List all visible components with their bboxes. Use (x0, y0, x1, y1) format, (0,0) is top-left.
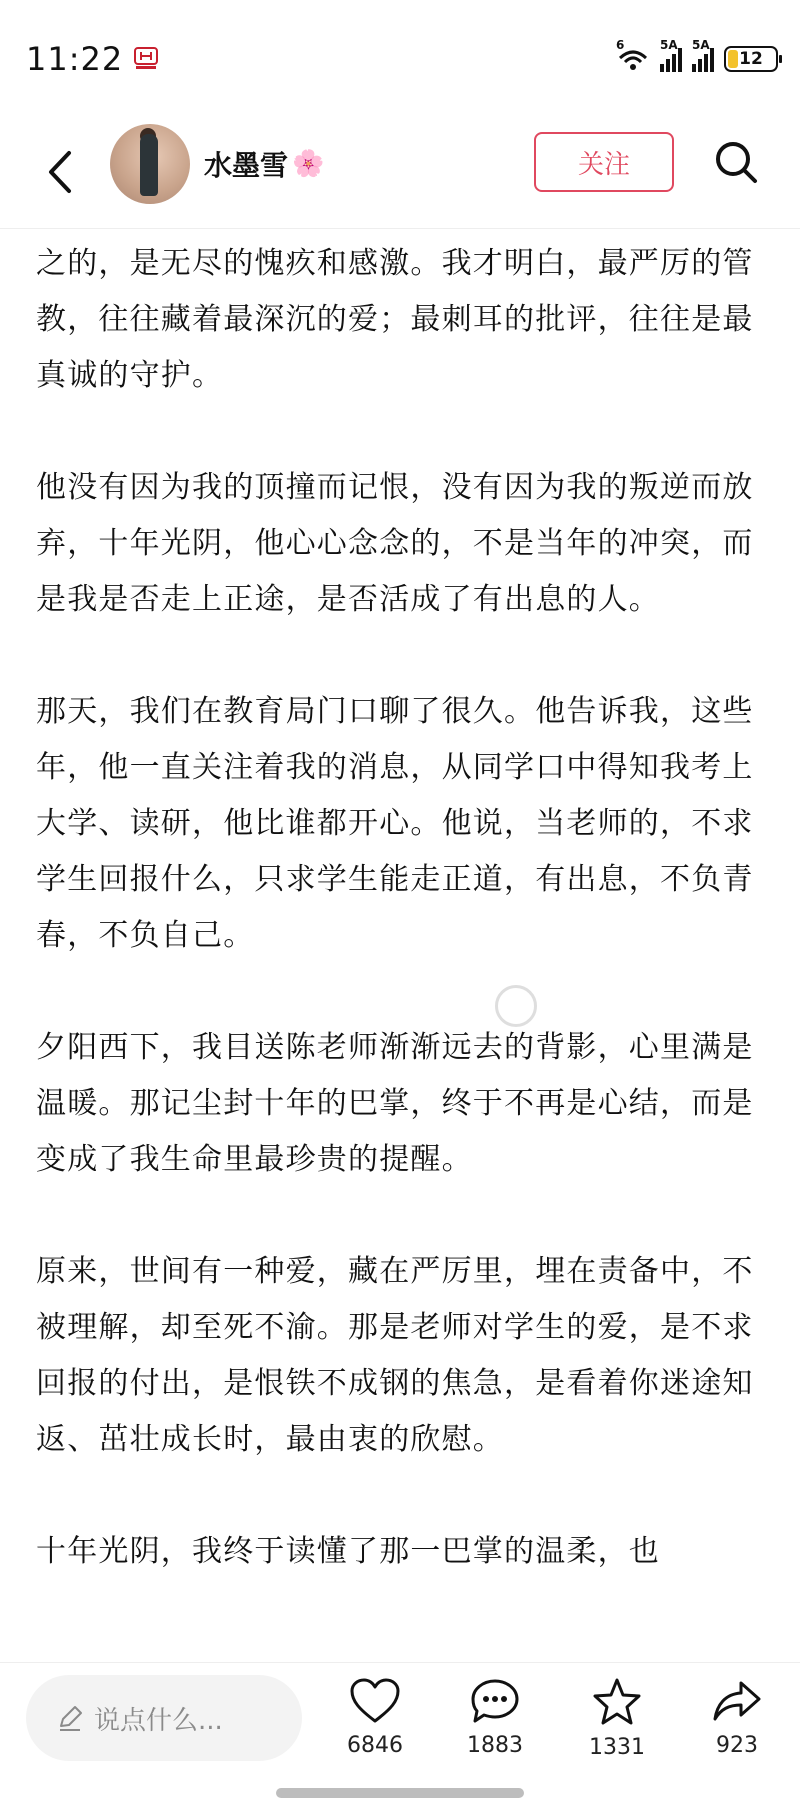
follow-button[interactable]: 关注 (534, 132, 674, 192)
search-icon (713, 139, 759, 185)
favorite-button[interactable] (572, 1677, 662, 1760)
author-name[interactable] (204, 144, 324, 184)
favorite-count: 1331 (589, 1735, 645, 1760)
pencil-icon (56, 1704, 84, 1732)
brand-logo-icon (133, 46, 159, 72)
star-icon (591, 1677, 643, 1727)
share-button[interactable] (692, 1677, 782, 1758)
heart-icon (349, 1677, 401, 1725)
touch-indicator (495, 985, 537, 1027)
article-paragraph: 那天，我们在教育局门口聊了很久。他告诉我，这些年，他一直关注着我的消息，从同学口中得知我考上大学、读研，他比谁都开心。他说，当老师的，不求学生回报什么，只求学生能走正道，有出息，不负青春，不负自己。 (36, 694, 754, 953)
comment-count: 1883 (467, 1733, 523, 1758)
share-icon (711, 1677, 763, 1725)
avatar[interactable] (110, 124, 190, 204)
like-count: 6846 (347, 1733, 403, 1758)
article-body (36, 236, 756, 1660)
comment-icon (469, 1677, 521, 1725)
comment-input[interactable] (26, 1675, 302, 1761)
clock: 11:22 (26, 40, 124, 78)
comment-placeholder: 说点什么... (94, 1705, 223, 1736)
like-button[interactable] (330, 1677, 420, 1758)
post-header (0, 118, 800, 229)
blossom-icon: 🌸 (292, 149, 325, 179)
article-paragraph: 他没有因为我的顶撞而记恨，没有因为我的叛逆而放弃，十年光阴，他心心念念的，不是当年的冲突，而是我是否走上正途，是否活成了有出息的人。 (36, 470, 754, 617)
status-bar (0, 0, 800, 118)
battery-level: 12 (739, 49, 763, 69)
status-left (26, 40, 159, 78)
signal-icon: 5A (692, 46, 714, 72)
article-paragraph: 原来，世间有一种爱，藏在严厉里，埋在责备中，不被理解，却至死不渝。那是老师对学生的爱，是不求回报的付出，是恨铁不成钢的焦急，是看着你迷途知返、茁壮成长时，最由衷的欣慰。 (36, 1254, 754, 1457)
home-indicator[interactable] (276, 1788, 524, 1798)
comment-button[interactable] (450, 1677, 540, 1758)
signal-icon: 5A (660, 46, 682, 72)
wifi-icon: 6 (616, 46, 650, 72)
share-count: 923 (716, 1733, 758, 1758)
article-paragraph: 夕阳西下，我目送陈老师渐渐远去的背影，心里满是温暖。那记尘封十年的巴掌，终于不再是心结，而是变成了我生命里最珍贵的提醒。 (36, 1030, 754, 1177)
article-paragraph: 十年光阴，我终于读懂了那一巴掌的温柔，也 (36, 1534, 660, 1569)
author-name-text: 水墨雪 (204, 149, 289, 182)
back-arrow-icon (45, 149, 75, 195)
search-button[interactable] (708, 132, 764, 192)
article-paragraph: 之的，是无尽的愧疚和感激。我才明白，最严厉的管教，往往藏着最深沉的爱；最刺耳的批评，往往是最真诚的守护。 (36, 246, 754, 393)
battery-icon (724, 46, 778, 72)
status-right (616, 38, 778, 72)
back-button[interactable] (38, 142, 82, 202)
